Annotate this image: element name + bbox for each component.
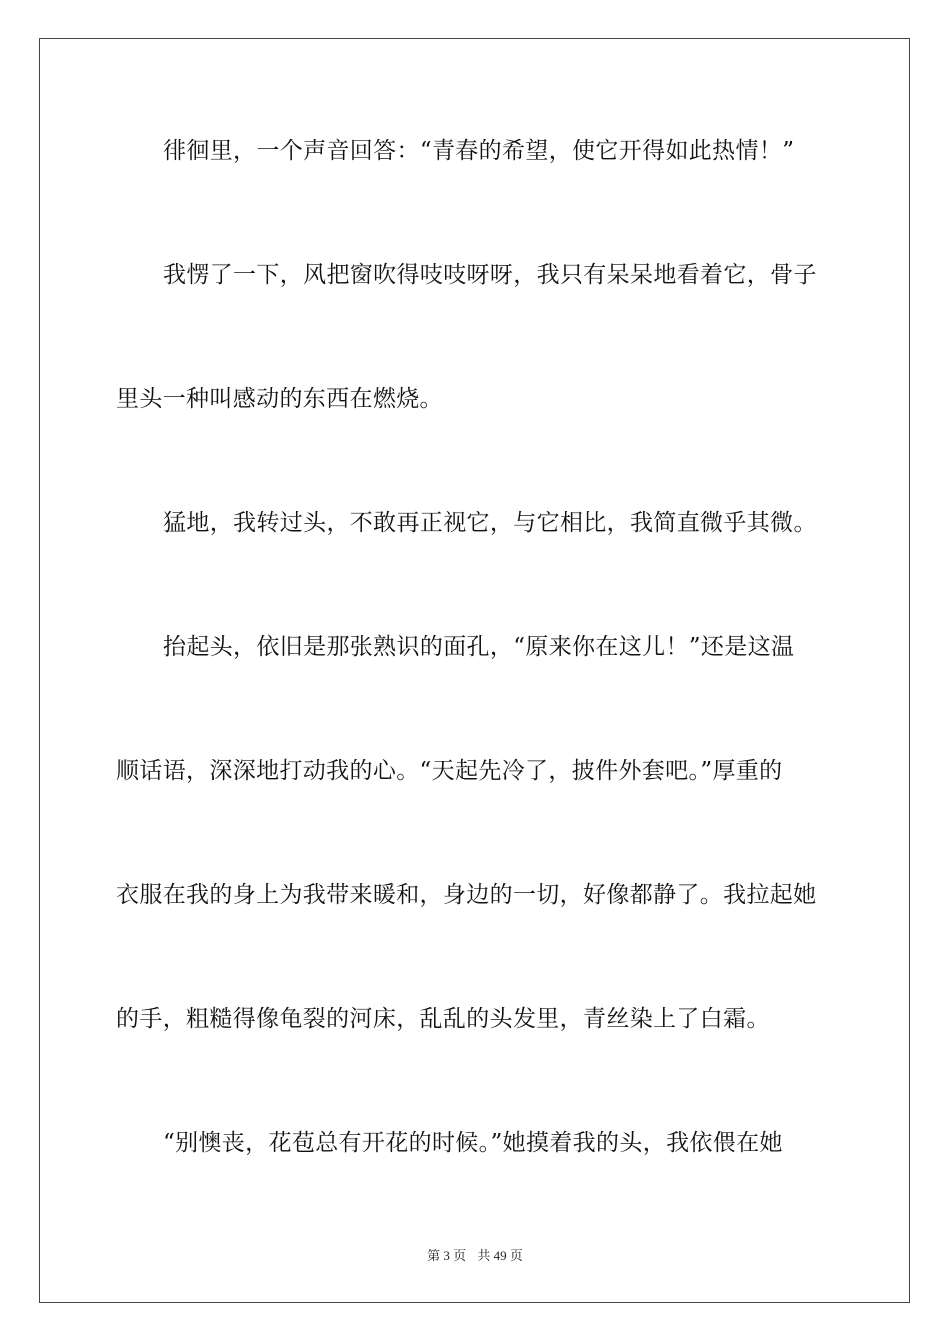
page-border <box>39 38 910 1303</box>
text-line-4: 猛地，我转过头，不敢再正视它，与它相比，我简直微乎其微。 <box>163 510 817 536</box>
text-line-6: 顺话语，深深地打动我的心。“天起先冷了，披件外套吧。”厚重的 <box>116 758 783 784</box>
text-line-8: 的手，粗糙得像龟裂的河床，乱乱的头发里，青丝染上了白霜。 <box>116 1006 770 1032</box>
text-line-2: 我愣了一下，风把窗吹得吱吱呀呀，我只有呆呆地看着它，骨子 <box>163 262 817 288</box>
text-line-1: 徘徊里，一个声音回答：“青春的希望，使它开得如此热情！” <box>163 138 795 164</box>
page-footer <box>0 1247 950 1265</box>
total-pages: 共 49 页 <box>477 1248 523 1263</box>
text-line-3: 里头一种叫感动的东西在燃烧。 <box>116 386 443 412</box>
text-line-5: 抬起头，依旧是那张熟识的面孔，“原来你在这儿！”还是这温 <box>163 634 795 660</box>
page-number: 第 3 页 <box>427 1248 467 1263</box>
text-line-9: “别懊丧，花苞总有开花的时候。”她摸着我的头，我依偎在她 <box>163 1130 783 1156</box>
text-line-7: 衣服在我的身上为我带来暖和，身边的一切，好像都静了。我拉起她 <box>116 882 817 908</box>
